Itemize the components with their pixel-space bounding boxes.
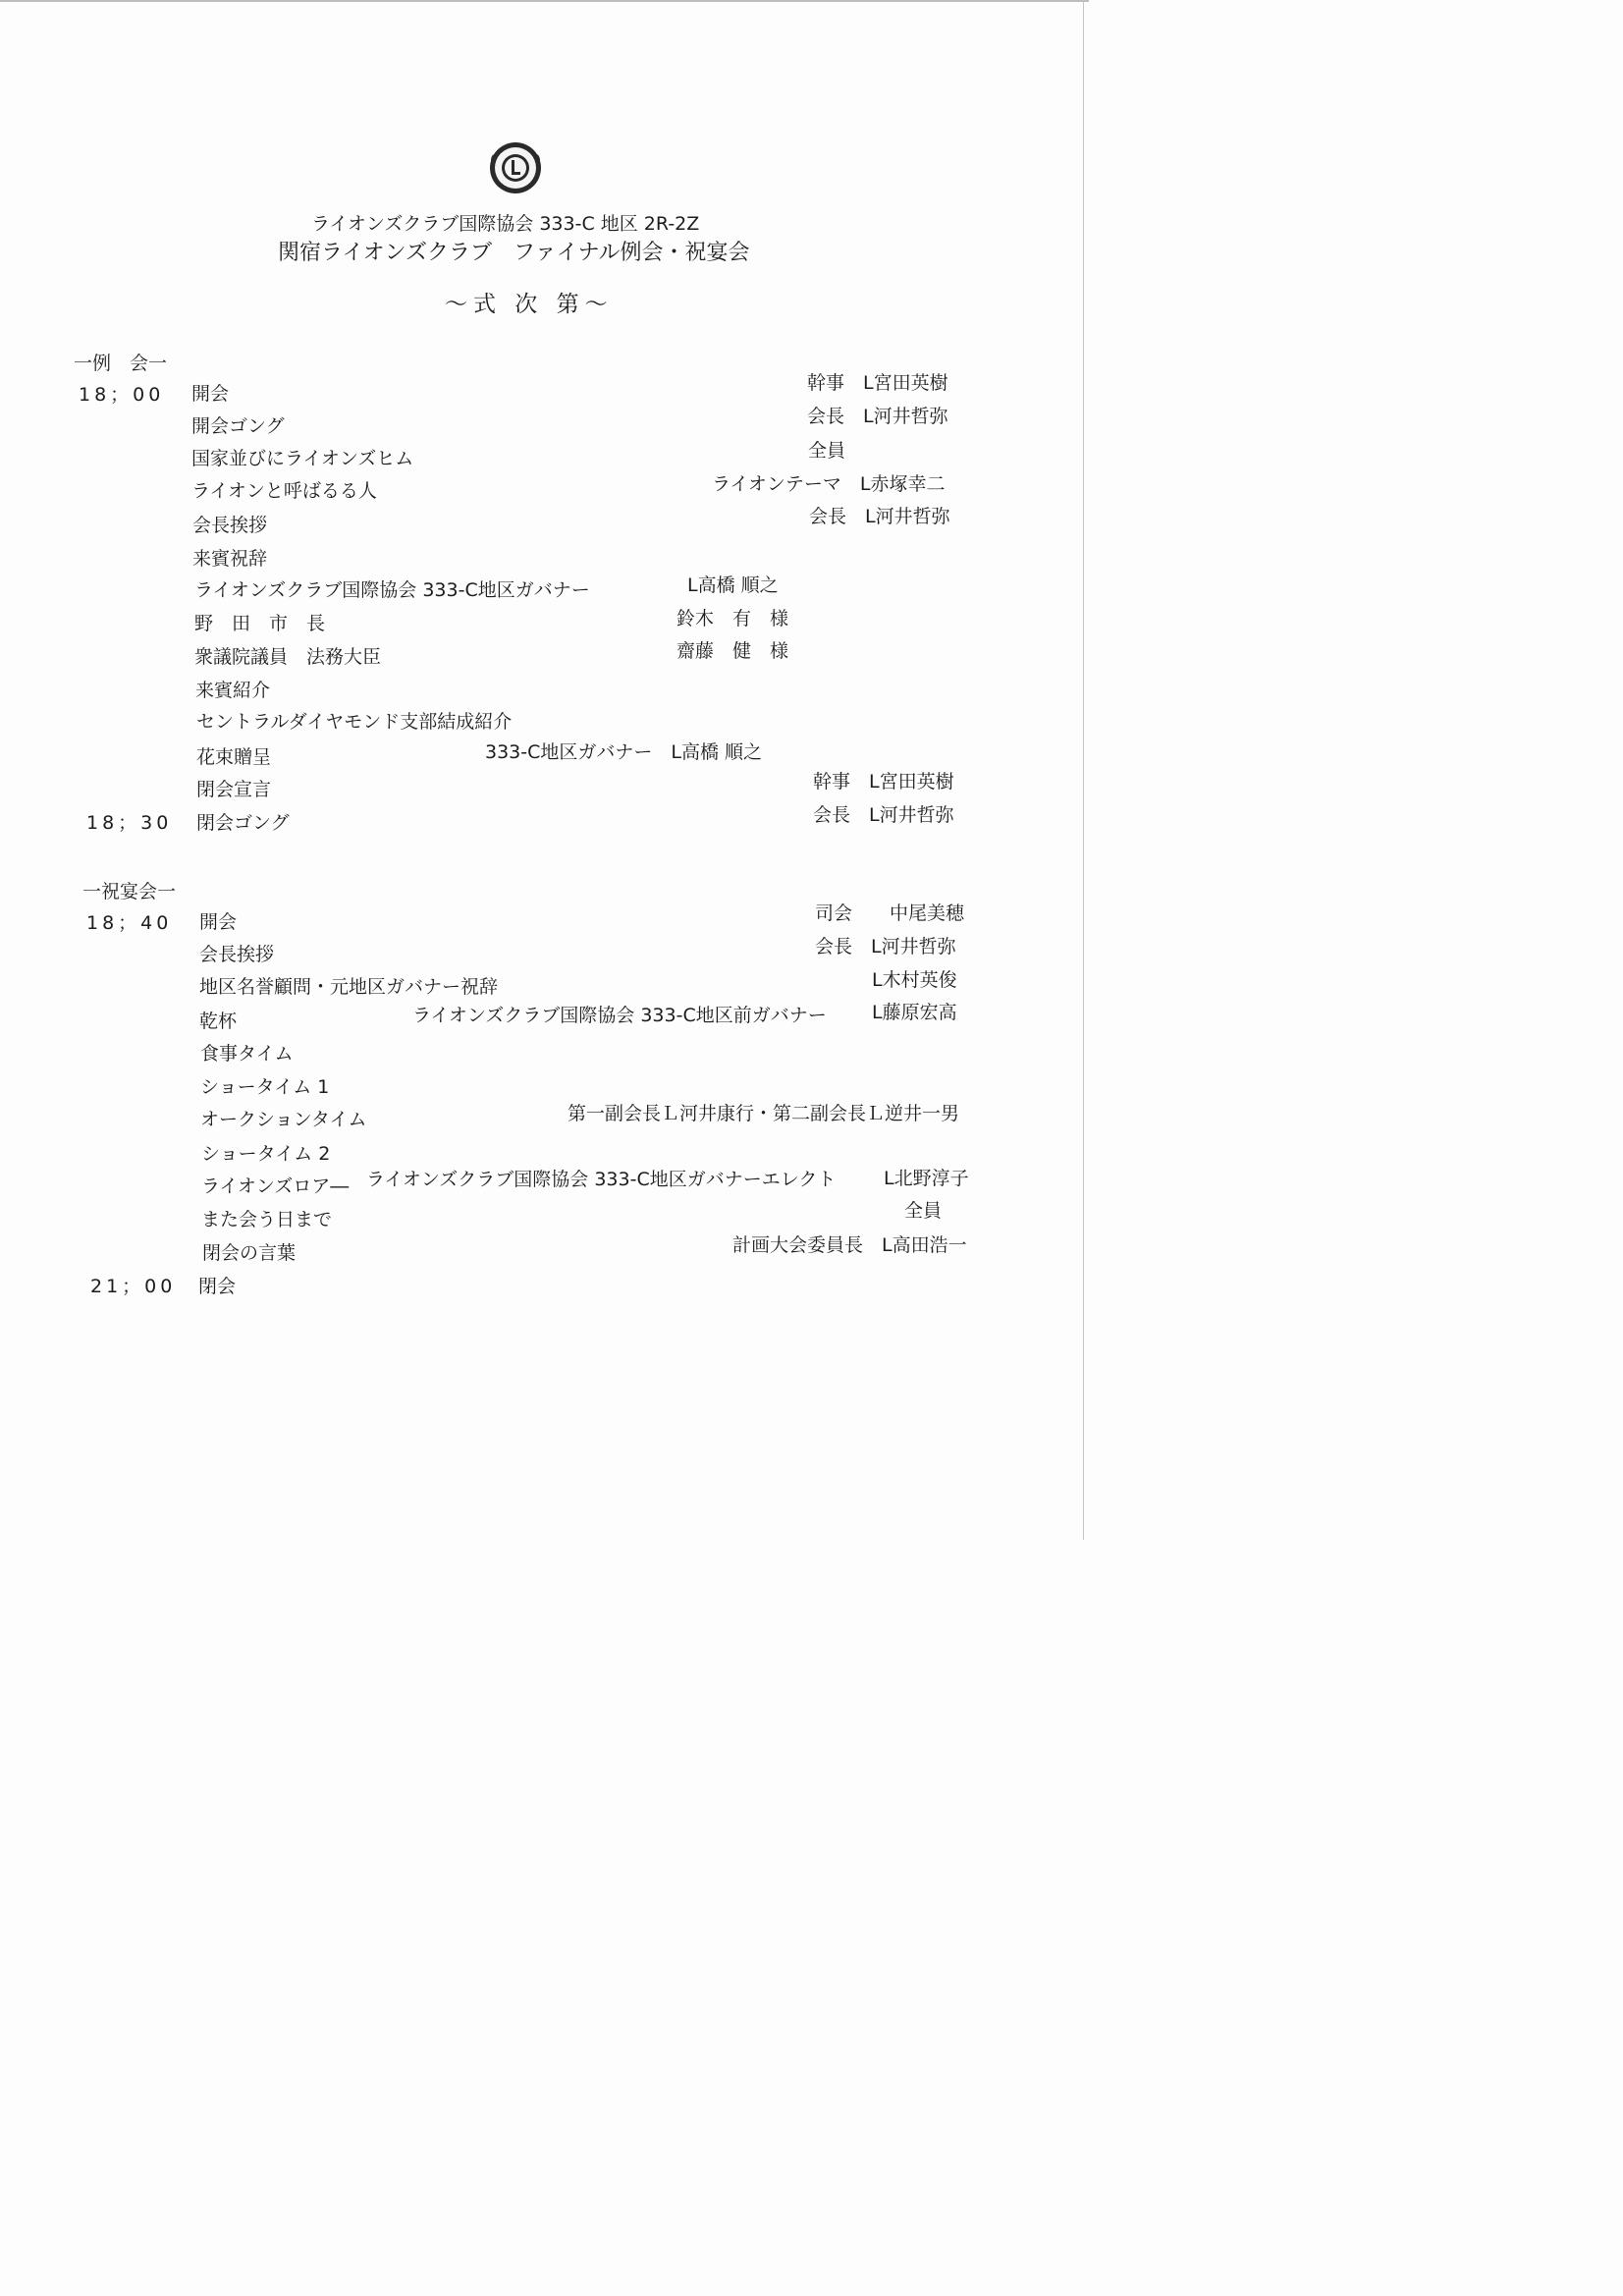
agenda-item: 来賓祝辞 [192, 548, 268, 570]
scan-edge-right [1083, 0, 1084, 1540]
agenda-item: 国家並びにライオンズヒム [191, 448, 414, 469]
agenda-item: 閉会ゴング [196, 812, 290, 834]
agenda-item: ショータイム 2 [201, 1143, 331, 1165]
time-shukuenkai-end: 21；00 [90, 1276, 177, 1297]
role-person: 全員 [904, 1200, 943, 1222]
agenda-item: オークションタイム [200, 1109, 367, 1130]
time-reikai-start: 18；00 [79, 384, 165, 406]
role-person: 会長 L河井哲弥 [815, 936, 956, 957]
agenda-item: 開会ゴング [191, 415, 285, 437]
role-person: 幹事 L宮田英樹 [813, 771, 954, 793]
title-program: ～式 次 第～ [445, 292, 614, 317]
agenda-item: 花束贈呈 [196, 746, 272, 768]
time-shukuenkai-start: 18；40 [86, 912, 173, 934]
role-person: ライオンテーマ L赤塚幸二 [712, 473, 946, 495]
agenda-item: ライオンと呼ばるる人 [191, 480, 377, 502]
role-person: 司会 中尾美穂 [815, 902, 965, 924]
presenter-text: ライオンズクラブ国際協会 333-C地区前ガバナー [412, 1005, 827, 1026]
document-page [0, 0, 1089, 1540]
agenda-item: 閉会の言葉 [202, 1242, 297, 1264]
agenda-item: 開会 [199, 911, 238, 933]
section-label-reikai: 一例 会一 [74, 353, 168, 374]
agenda-item: 会長挨拶 [192, 515, 268, 536]
role-person: 会長 L河井哲弥 [809, 506, 950, 527]
agenda-item: 開会 [191, 383, 230, 405]
guest-name: L高橋 順之 [687, 574, 779, 596]
agenda-item: 来賓紹介 [195, 680, 271, 701]
role-person: 幹事 L宮田英樹 [807, 372, 948, 394]
guest-name: 333-C地区ガバナー L高橋 順之 [485, 741, 763, 763]
agenda-item: 衆議院議員 法務大臣 [194, 646, 382, 668]
role-person: 計画大会委員長 L高田浩一 [732, 1234, 967, 1256]
agenda-item: ライオンズクラブ国際協会 333-C地区ガバナー [194, 579, 590, 601]
agenda-item: 閉会宣言 [196, 779, 272, 800]
scan-edge-top [0, 0, 1089, 2]
role-person: 会長 L河井哲弥 [807, 406, 948, 427]
lions-emblem-icon [488, 140, 543, 195]
agenda-item: 乾杯 [199, 1011, 238, 1032]
role-person: L藤原宏高 [872, 1002, 957, 1023]
agenda-item: ショータイム 1 [200, 1076, 330, 1098]
agenda-item: ライオンズロア― [201, 1175, 350, 1197]
agenda-item: 食事タイム [200, 1043, 294, 1065]
agenda-item: 閉会 [198, 1276, 237, 1297]
agenda-item: 野 田 市 長 [194, 613, 326, 634]
title-org: ライオンズクラブ国際協会 333-C 地区 2R-2Z [311, 213, 700, 235]
time-reikai-end: 18；30 [86, 812, 173, 834]
role-person: 全員 [808, 440, 846, 462]
agenda-item: 会長挨拶 [199, 944, 275, 965]
role-person: L木村英俊 [872, 969, 957, 991]
title-event: 関宿ライオンズクラブ ファイナル例会・祝宴会 [278, 241, 750, 265]
role-person: 会長 L河井哲弥 [813, 804, 954, 826]
presenter-text: ライオンズクラブ国際協会 333-C地区ガバナーエレクト [366, 1169, 837, 1190]
presenter-text: 第一副会長Ｌ河井康行・第二副会長Ｌ逆井一男 [568, 1103, 960, 1124]
agenda-item: 地区名誉顧問・元地区ガバナー祝辞 [199, 976, 499, 998]
guest-name: 齋藤 健 様 [676, 640, 789, 662]
guest-name: 鈴木 有 様 [676, 608, 789, 629]
agenda-item: セントラルダイヤモンド支部結成紹介 [196, 711, 513, 733]
section-label-shukuenkai: 一祝宴会一 [82, 881, 177, 902]
agenda-item: また会う日まで [201, 1209, 333, 1230]
role-person: L北野淳子 [884, 1168, 969, 1189]
